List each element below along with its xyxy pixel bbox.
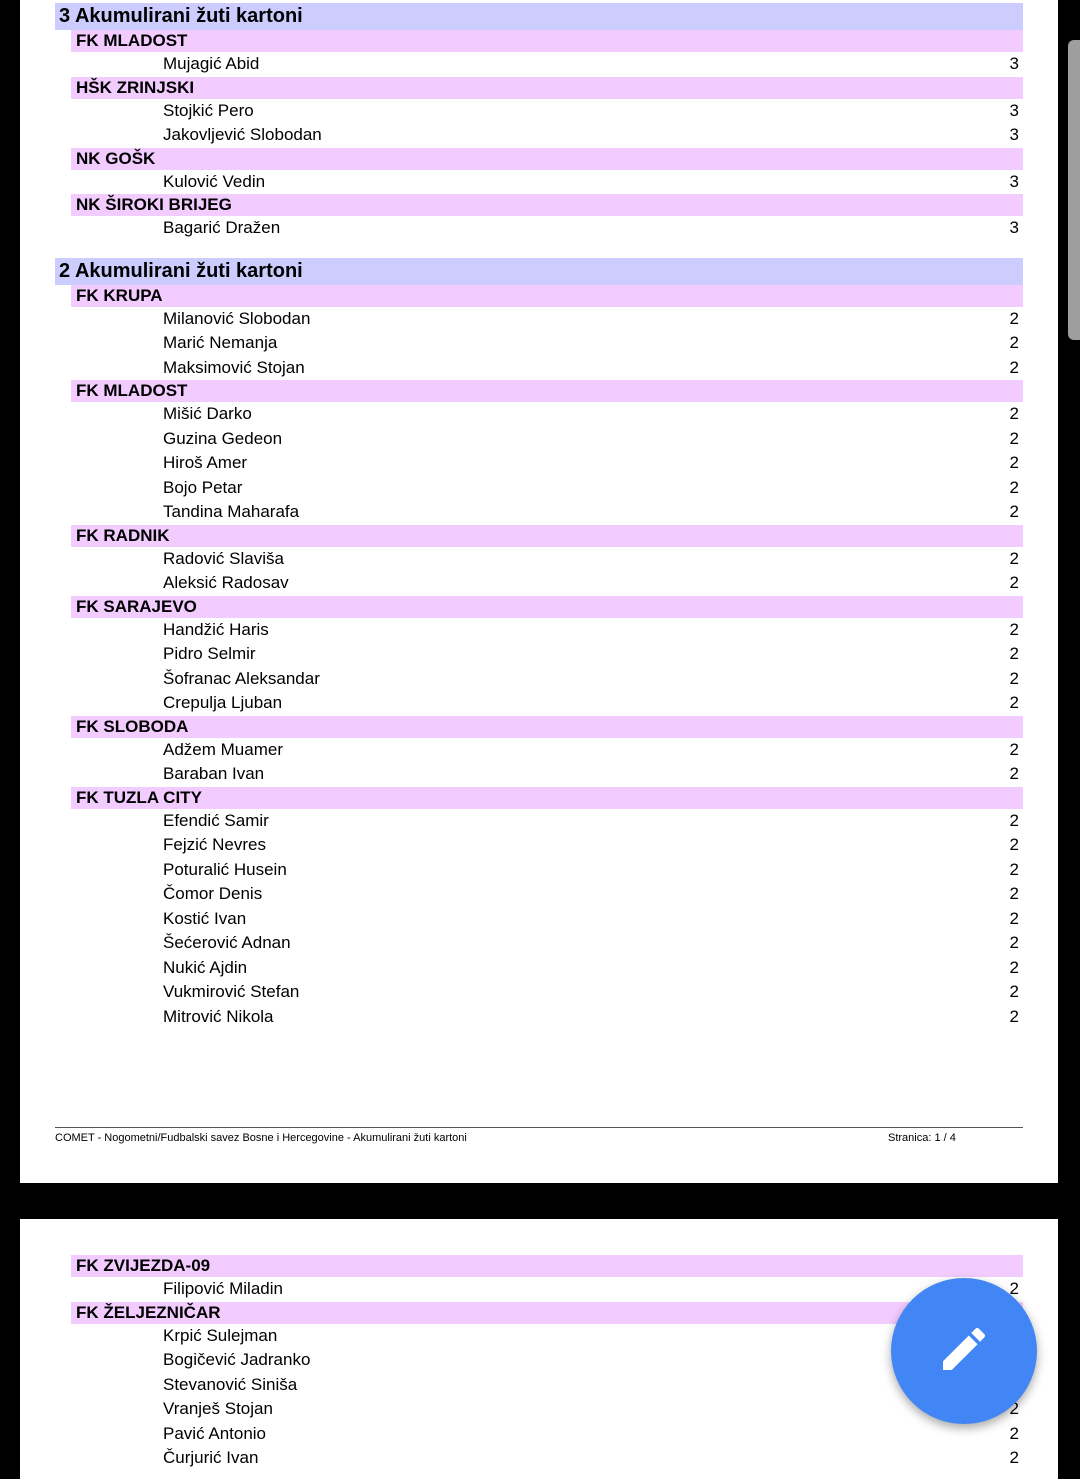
yellow-card-count: 2 xyxy=(1009,453,1019,472)
player-name: Efendić Samir xyxy=(163,810,269,830)
player-row xyxy=(55,667,1023,692)
player-row xyxy=(55,882,1023,907)
yellow-card-count: 2 xyxy=(1009,333,1019,352)
player-name: Nukić Ajdin xyxy=(163,957,248,977)
yellow-card-count: 2 xyxy=(1009,308,1019,328)
yellow-card-count: 2 xyxy=(1009,619,1019,639)
yellow-card-count: 3 xyxy=(1009,171,1019,191)
player-row xyxy=(55,331,1023,356)
player-name: Marić Nemanja xyxy=(163,333,278,352)
yellow-card-count: 2 xyxy=(1009,404,1019,423)
yellow-card-count: 3 xyxy=(1009,100,1019,120)
section-title: 3 Akumulirani žuti kartoni xyxy=(55,3,1023,30)
yellow-card-count: 2 xyxy=(1009,908,1019,928)
yellow-card-count: 2 xyxy=(1009,764,1019,783)
player-name: Hiroš Amer xyxy=(163,453,248,472)
player-row xyxy=(55,356,1023,381)
yellow-card-count: 2 xyxy=(1009,644,1019,663)
scrollbar-thumb[interactable] xyxy=(1068,40,1080,340)
player-row xyxy=(55,809,1023,834)
pencil-icon xyxy=(936,1321,992,1382)
yellow-card-count: 2 xyxy=(1009,357,1019,377)
player-row xyxy=(55,1348,1023,1373)
player-row xyxy=(55,1397,1023,1422)
edit-button[interactable] xyxy=(891,1278,1037,1424)
player-name: Kulović Vedin xyxy=(163,171,266,191)
player-name: Pavić Antonio xyxy=(163,1423,267,1443)
player-name: Kostić Ivan xyxy=(163,908,247,928)
yellow-card-count: 3 xyxy=(1009,54,1019,73)
player-name: Radović Slaviša xyxy=(163,548,284,568)
yellow-card-count: 2 xyxy=(1009,835,1019,854)
player-row xyxy=(55,1005,1023,1030)
player-row xyxy=(55,500,1023,525)
player-row xyxy=(55,642,1023,667)
player-row xyxy=(55,738,1023,763)
player-name: Mitrović Nikola xyxy=(163,1006,274,1026)
player-row xyxy=(55,99,1023,124)
player-name: Čomor Denis xyxy=(163,884,263,903)
page-footer xyxy=(55,1127,1023,1148)
yellow-card-count: 2 xyxy=(1009,477,1019,497)
player-name: Fejzić Nevres xyxy=(163,835,266,854)
yellow-card-count: 2 xyxy=(1009,739,1019,759)
club-header: FK KRUPA xyxy=(71,285,1023,307)
player-name: Bogičević Jadranko xyxy=(163,1350,311,1369)
player-row xyxy=(55,858,1023,883)
player-row xyxy=(55,980,1023,1005)
club-header: NK ŠIROKI BRIJEG xyxy=(71,194,1023,216)
player-row xyxy=(55,402,1023,427)
player-name: Guzina Gedeon xyxy=(163,428,283,448)
club-header: FK TUZLA CITY xyxy=(71,787,1023,809)
yellow-card-count: 2 xyxy=(1009,1448,1019,1467)
footer-page-number: Stranica: 1 / 4 xyxy=(888,1132,956,1144)
club-header: FK MLADOST xyxy=(71,30,1023,52)
club-header: FK RADNIK xyxy=(71,525,1023,547)
player-row xyxy=(55,618,1023,643)
player-name: Poturalić Husein xyxy=(163,859,287,879)
yellow-card-count: 2 xyxy=(1009,1279,1019,1298)
player-name: Mujagić Abid xyxy=(163,54,260,73)
yellow-card-count: 2 xyxy=(1009,982,1019,1001)
player-name: Čurjurić Ivan xyxy=(163,1448,259,1467)
yellow-card-count: 2 xyxy=(1009,1399,1019,1418)
page-1-content xyxy=(55,3,1023,1046)
section-title: 2 Akumulirani žuti kartoni xyxy=(55,258,1023,285)
player-name: Vranješ Stojan xyxy=(163,1399,273,1418)
player-name: Šofranac Aleksandar xyxy=(163,668,320,688)
club-header: FK ŽELJEZNIČAR xyxy=(71,1302,1023,1324)
club-header: FK SARAJEVO xyxy=(71,596,1023,618)
yellow-card-count: 2 xyxy=(1009,502,1019,521)
player-name: Jakovljević Slobodan xyxy=(163,125,322,144)
player-row xyxy=(55,1324,1023,1349)
player-row xyxy=(55,1373,1023,1398)
player-name: Bagarić Dražen xyxy=(163,218,281,237)
player-row xyxy=(55,1422,1023,1447)
player-name: Adžem Muamer xyxy=(163,739,283,759)
player-row xyxy=(55,170,1023,195)
club-header: HŠK ZRINJSKI xyxy=(71,77,1023,99)
player-row xyxy=(55,956,1023,981)
player-name: Pidro Selmir xyxy=(163,644,256,663)
player-row xyxy=(55,52,1023,77)
footer-title: COMET - Nogometni/Fudbalski savez Bosne i Hercegovine - Akumulirani žuti kartoni xyxy=(55,1132,467,1144)
player-row xyxy=(55,451,1023,476)
yellow-card-count: 2 xyxy=(1009,1423,1019,1443)
club-header: FK MLADOST xyxy=(71,380,1023,402)
player-name: Šećerović Adnan xyxy=(163,933,291,952)
player-row xyxy=(55,1277,1023,1302)
yellow-card-count: 2 xyxy=(1009,859,1019,879)
player-name: Handžić Haris xyxy=(163,619,269,639)
player-row xyxy=(55,547,1023,572)
player-name: Baraban Ivan xyxy=(163,764,265,783)
player-row xyxy=(55,476,1023,501)
player-name: Stevanović Siniša xyxy=(163,1374,298,1394)
player-row xyxy=(55,216,1023,241)
player-name: Filipović Miladin xyxy=(163,1279,283,1298)
yellow-card-count: 2 xyxy=(1009,1006,1019,1026)
yellow-card-count: 2 xyxy=(1009,548,1019,568)
player-row xyxy=(55,427,1023,452)
player-name: Stojkić Pero xyxy=(163,100,254,120)
player-name: Vukmirović Stefan xyxy=(163,982,300,1001)
player-name: Mišić Darko xyxy=(163,404,252,423)
card-section xyxy=(55,3,1023,241)
player-row xyxy=(55,931,1023,956)
yellow-card-count: 2 xyxy=(1009,668,1019,688)
yellow-card-count: 2 xyxy=(1009,933,1019,952)
player-row xyxy=(55,833,1023,858)
player-name: Bojo Petar xyxy=(163,477,243,497)
player-name: Maksimović Stojan xyxy=(163,357,305,377)
club-header: FK ZVIJEZDA-09 xyxy=(71,1255,1023,1277)
yellow-card-count: 2 xyxy=(1009,573,1019,592)
yellow-card-count: 3 xyxy=(1009,218,1019,237)
card-section xyxy=(55,258,1023,1030)
player-row xyxy=(55,907,1023,932)
player-row xyxy=(55,762,1023,787)
player-name: Milanović Slobodan xyxy=(163,308,311,328)
player-row xyxy=(55,123,1023,148)
yellow-card-count: 3 xyxy=(1009,125,1019,144)
player-name: Tandina Maharafa xyxy=(163,502,300,521)
yellow-card-count: 2 xyxy=(1009,884,1019,903)
club-header: NK GOŠK xyxy=(71,148,1023,170)
report-page-1 xyxy=(20,0,1058,1183)
player-name: Crepulja Ljuban xyxy=(163,693,283,712)
yellow-card-count: 2 xyxy=(1009,810,1019,830)
page-2-content xyxy=(55,1255,1023,1471)
player-row xyxy=(55,571,1023,596)
player-row xyxy=(55,307,1023,332)
player-name: Krpić Sulejman xyxy=(163,1325,278,1345)
yellow-card-count: 2 xyxy=(1009,957,1019,977)
yellow-card-count: 2 xyxy=(1009,428,1019,448)
player-row xyxy=(55,691,1023,716)
player-name: Aleksić Radosav xyxy=(163,573,289,592)
club-header: FK SLOBODA xyxy=(71,716,1023,738)
yellow-card-count: 2 xyxy=(1009,693,1019,712)
